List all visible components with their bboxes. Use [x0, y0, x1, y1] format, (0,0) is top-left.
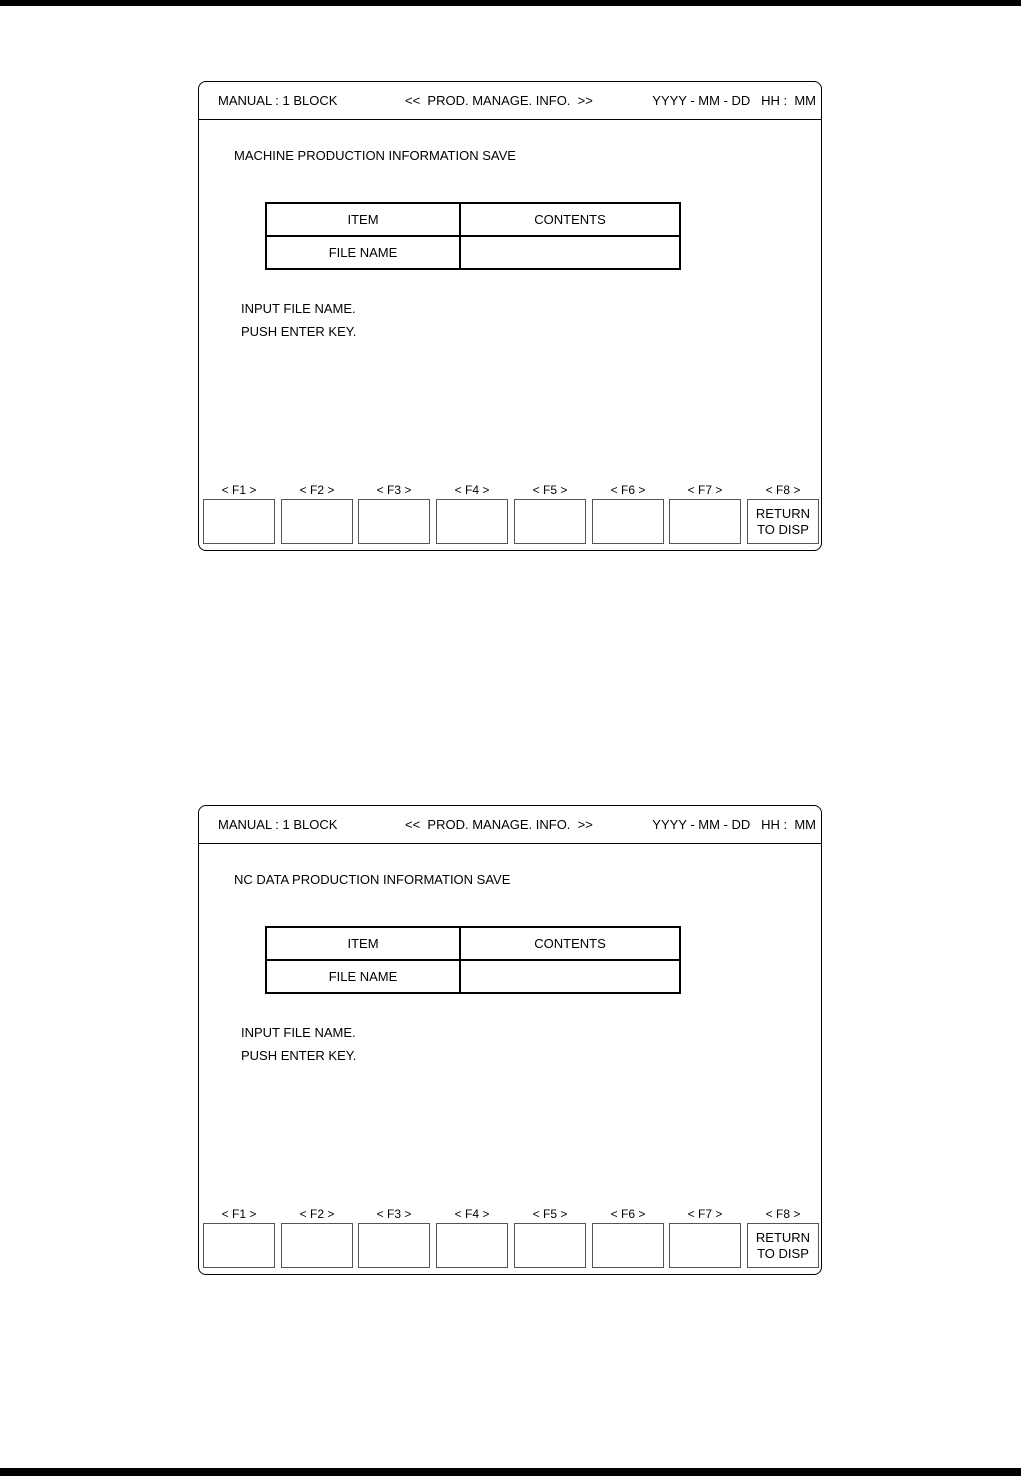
- fkey-label-f6: < F6 >: [610, 1207, 646, 1221]
- bottom-rule: [0, 1468, 1021, 1476]
- file-name-input[interactable]: [461, 237, 679, 268]
- screen-name: << PROD. MANAGE. INFO. >>: [405, 93, 593, 108]
- header-contents: CONTENTS: [461, 928, 679, 961]
- fkey-button-f8[interactable]: RETURN TO DISP: [747, 1223, 819, 1268]
- message-line-2: PUSH ENTER KEY.: [241, 324, 357, 339]
- fkey-button-f4[interactable]: [436, 1223, 508, 1268]
- file-name-input[interactable]: [461, 961, 679, 992]
- fkey-button-f8[interactable]: RETURN TO DISP: [747, 499, 819, 544]
- screen-title: MACHINE PRODUCTION INFORMATION SAVE: [234, 148, 516, 163]
- fkey-button-f7[interactable]: [669, 1223, 741, 1268]
- screen-title: NC DATA PRODUCTION INFORMATION SAVE: [234, 872, 511, 887]
- fkey-label-f5: < F5 >: [532, 483, 568, 497]
- fkey-label-f5: < F5 >: [532, 1207, 568, 1221]
- fkey-button-f5[interactable]: [514, 1223, 586, 1268]
- header-item: ITEM: [267, 928, 461, 961]
- screen-header: [199, 806, 821, 844]
- fkey-label-f1: < F1 >: [221, 483, 257, 497]
- row-item-file-name: FILE NAME: [267, 237, 461, 268]
- datetime: YYYY - MM - DD HH : MM: [652, 817, 816, 832]
- file-table: [265, 926, 681, 994]
- fkey-label-f2: < F2 >: [299, 1207, 335, 1221]
- fkey-label-f3: < F3 >: [376, 483, 412, 497]
- fkey-button-f5[interactable]: [514, 499, 586, 544]
- top-rule: [0, 0, 1021, 6]
- message-line-1: INPUT FILE NAME.: [241, 1025, 356, 1040]
- fkey-button-f1[interactable]: [203, 1223, 275, 1268]
- fkey-button-f4[interactable]: [436, 499, 508, 544]
- fkey-label-f3: < F3 >: [376, 1207, 412, 1221]
- fkey-button-f3[interactable]: [358, 499, 430, 544]
- fkey-label-f4: < F4 >: [454, 483, 490, 497]
- fkey-label-f7: < F7 >: [687, 483, 723, 497]
- fkey-label-f2: < F2 >: [299, 483, 335, 497]
- fkey-button-f7[interactable]: [669, 499, 741, 544]
- fkey-button-f3[interactable]: [358, 1223, 430, 1268]
- message-line-1: INPUT FILE NAME.: [241, 301, 356, 316]
- mode-label: MANUAL : 1 BLOCK: [218, 93, 338, 108]
- screen-name: << PROD. MANAGE. INFO. >>: [405, 817, 593, 832]
- fkey-label-f8: < F8 >: [765, 1207, 801, 1221]
- fkey-button-f6[interactable]: [592, 499, 664, 544]
- fkey-label-f7: < F7 >: [687, 1207, 723, 1221]
- fkey-button-f2[interactable]: [281, 1223, 353, 1268]
- fkey-button-f6[interactable]: [592, 1223, 664, 1268]
- mode-label: MANUAL : 1 BLOCK: [218, 817, 338, 832]
- header-contents: CONTENTS: [461, 204, 679, 237]
- datetime: YYYY - MM - DD HH : MM: [652, 93, 816, 108]
- fkey-label-f1: < F1 >: [221, 1207, 257, 1221]
- fkey-label-f8: < F8 >: [765, 483, 801, 497]
- screen-header: [199, 82, 821, 120]
- message-line-2: PUSH ENTER KEY.: [241, 1048, 357, 1063]
- fkey-button-f1[interactable]: [203, 499, 275, 544]
- header-item: ITEM: [267, 204, 461, 237]
- file-table: [265, 202, 681, 270]
- fkey-button-f2[interactable]: [281, 499, 353, 544]
- row-item-file-name: FILE NAME: [267, 961, 461, 992]
- screen-2: [198, 805, 822, 1275]
- fkey-label-f4: < F4 >: [454, 1207, 490, 1221]
- fkey-label-f6: < F6 >: [610, 483, 646, 497]
- screen-1: [198, 81, 822, 551]
